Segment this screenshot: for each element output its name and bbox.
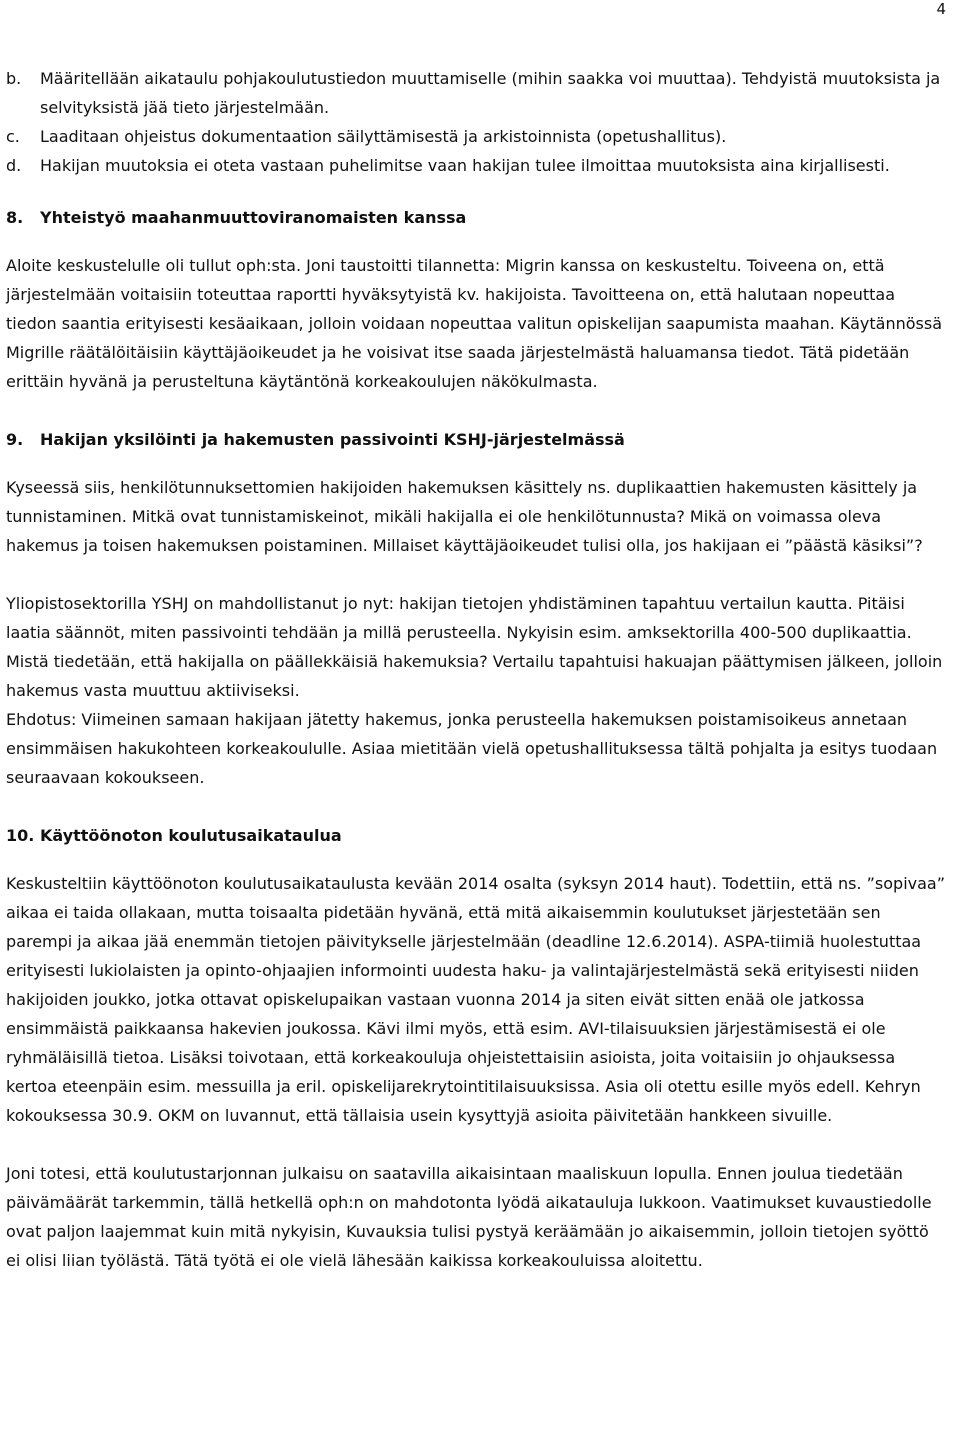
section-number: 9. bbox=[6, 430, 24, 449]
section-10-paragraph-2: Joni totesi, että koulutustarjonnan julkaisu on saatavilla aikaisintaan maaliskuun lopulla. Ennen joulua tiedetään päivämäärät tarkemmin, tällä hetkellä oph:n on mahdotonta lyödä aikatauluja lukkoon. Vaatimukset kuvaustiedolle ovat paljon laajemmat kuin mitä nykyisin, Kuvauksia tulisi pystyä keräämään jo aikaisemmin, jolloin tietojen syöttö ei olisi liian työlästä. Tätä työtä ei ole vielä lähesään kaikissa korkeakouluissa aloitettu. bbox=[6, 1164, 932, 1270]
list-marker: c. bbox=[6, 127, 20, 146]
section-title: Käyttöönoton koulutusaikataulua bbox=[40, 826, 342, 845]
section-9-paragraph-1: Kyseessä siis, henkilötunnuksettomien hakijoiden hakemuksen käsittely ns. duplikaattien hakemusten käsittely ja tunnistaminen. Mitkä ovat tunnistamiskeinot, mikäli hakijalla ei ole henkilötunnusta? Mikä on voimassa oleva hakemus ja toisen hakemuksen poistaminen. Millaiset käyttäjäoikeudet tulisi olla, jos hakijaan ei ”päästä käsiksi”? bbox=[6, 478, 923, 555]
list-text: Määritellään aikataulu pohjakoulutustiedon muuttamiselle (mihin saakka voi muuttaa). Tehdyistä muutoksista ja selvityksistä jää tieto järjestelmään. bbox=[40, 69, 941, 117]
list-item bbox=[6, 122, 946, 151]
section-8-paragraph: Aloite keskustelulle oli tullut oph:sta. Joni taustoitti tilannetta: Migrin kanssa on keskusteltu. Toiveena on, että järjestelmään voitaisiin toteuttaa raportti hyväksytyistä kv. hakijoista. Tavoitteena on, että halutaan nopeuttaa tiedon saantia erityisesti kesäaikaan, jolloin voidaan nopeuttaa valitun opiskelijan saapumista maahan. Käytännössä Migrille räätälöitäisiin käyttäjäoikeudet ja he voisivat itse saada järjestelmästä haluamansa tiedot. Tätä pidetään erittäin hyvänä ja perusteltuna käytäntönä korkeakoulujen näkökulmasta. bbox=[6, 256, 943, 391]
section-10-paragraph-1: Keskusteltiin käyttöönoton koulutusaikataulusta kevään 2014 osalta (syksyn 2014 haut). Todettiin, että ns. ”sopivaa” aikaa ei taida ollakaan, mutta toisaalta pidetään hyvänä, että mitä aikaisemmin koulutukset järjestetään sen parempi ja aikaa jää enemmän tietojen päivitykselle järjestelmään (deadline 12.6.2014). ASPA-tiimiä huolestuttaa erityisesti lukiolaisten ja opinto-ohjaajien informointi uudesta haku- ja valintajärjestelmästä sekä erityisesti niiden hakijoiden joukko, jotka ottavat opiskelupaikan vastaan vuonna 2014 ja siten eivät sitten enää ole jatkossa ensimmäistä paikkaansa hakevien joukossa. Kävi ilmi myös, että esim. AVI-tilaisuuksien järjestämisestä ei ole ryhmäläisillä tietoa. Lisäksi toivotaan, että korkeakouluja ohjeistettaisiin asioista, joita voitaisiin jo ohjauksessa kertoa eteenpäin esim. messuilla ja eril. opiskelijarekrytointitilaisuuksissa. Asia oli otettu esille myös edell. Kehryn kokouksessa 30.9. OKM on luvannut, että tällaisia usein kysyttyjä asioita päivitetään hankkeen sivuille. bbox=[6, 874, 945, 1125]
section-9-paragraph-3: Ehdotus: Viimeinen samaan hakijaan jätetty hakemus, jonka perusteella hakemuksen poistamisoikeus annetaan ensimmäisen hakukohteen korkeakoululle. Asiaa mietitään vielä opetushallituksessa tältä pohjalta ja esitys tuodaan seuraavaan kokoukseen. bbox=[6, 710, 938, 787]
section-9-heading bbox=[6, 425, 946, 454]
section-title: Hakijan yksilöinti ja hakemusten passivointi KSHJ-järjestelmässä bbox=[40, 430, 625, 449]
list-item bbox=[6, 64, 946, 122]
section-8-heading bbox=[6, 203, 946, 232]
section-10-heading bbox=[6, 821, 946, 850]
section-title: Yhteistyö maahanmuuttoviranomaisten kanssa bbox=[40, 208, 467, 227]
section-9-paragraph-2: Yliopistosektorilla YSHJ on mahdollistanut jo nyt: hakijan tietojen yhdistäminen tapahtuu vertailun kautta. Pitäisi laatia säännöt, miten passivointi tehdään ja millä perusteella. Nykyisin esim. amksektorilla 400-500 duplikaattia. Mistä tiedetään, että hakijalla on päällekkäisiä hakemuksia? Vertailu tapahtuisi hakuajan päättymisen jälkeen, jolloin hakemus vasta muuttuu aktiiviseksi. bbox=[6, 594, 943, 700]
document-body bbox=[6, 64, 946, 1304]
list-text: Hakijan muutoksia ei oteta vastaan puhelimitse vaan hakijan tulee ilmoittaa muutoksista aina kirjallisesti. bbox=[40, 156, 890, 175]
list-marker: d. bbox=[6, 156, 22, 175]
list-marker: b. bbox=[6, 69, 22, 88]
page-number: 4 bbox=[936, 0, 946, 18]
list-item bbox=[6, 151, 946, 180]
section-number: 8. bbox=[6, 208, 24, 227]
list-text: Laaditaan ohjeistus dokumentaation säilyttämisestä ja arkistoinnista (opetushallitus). bbox=[40, 127, 727, 146]
action-list bbox=[6, 64, 946, 180]
section-number: 10. bbox=[6, 826, 35, 845]
